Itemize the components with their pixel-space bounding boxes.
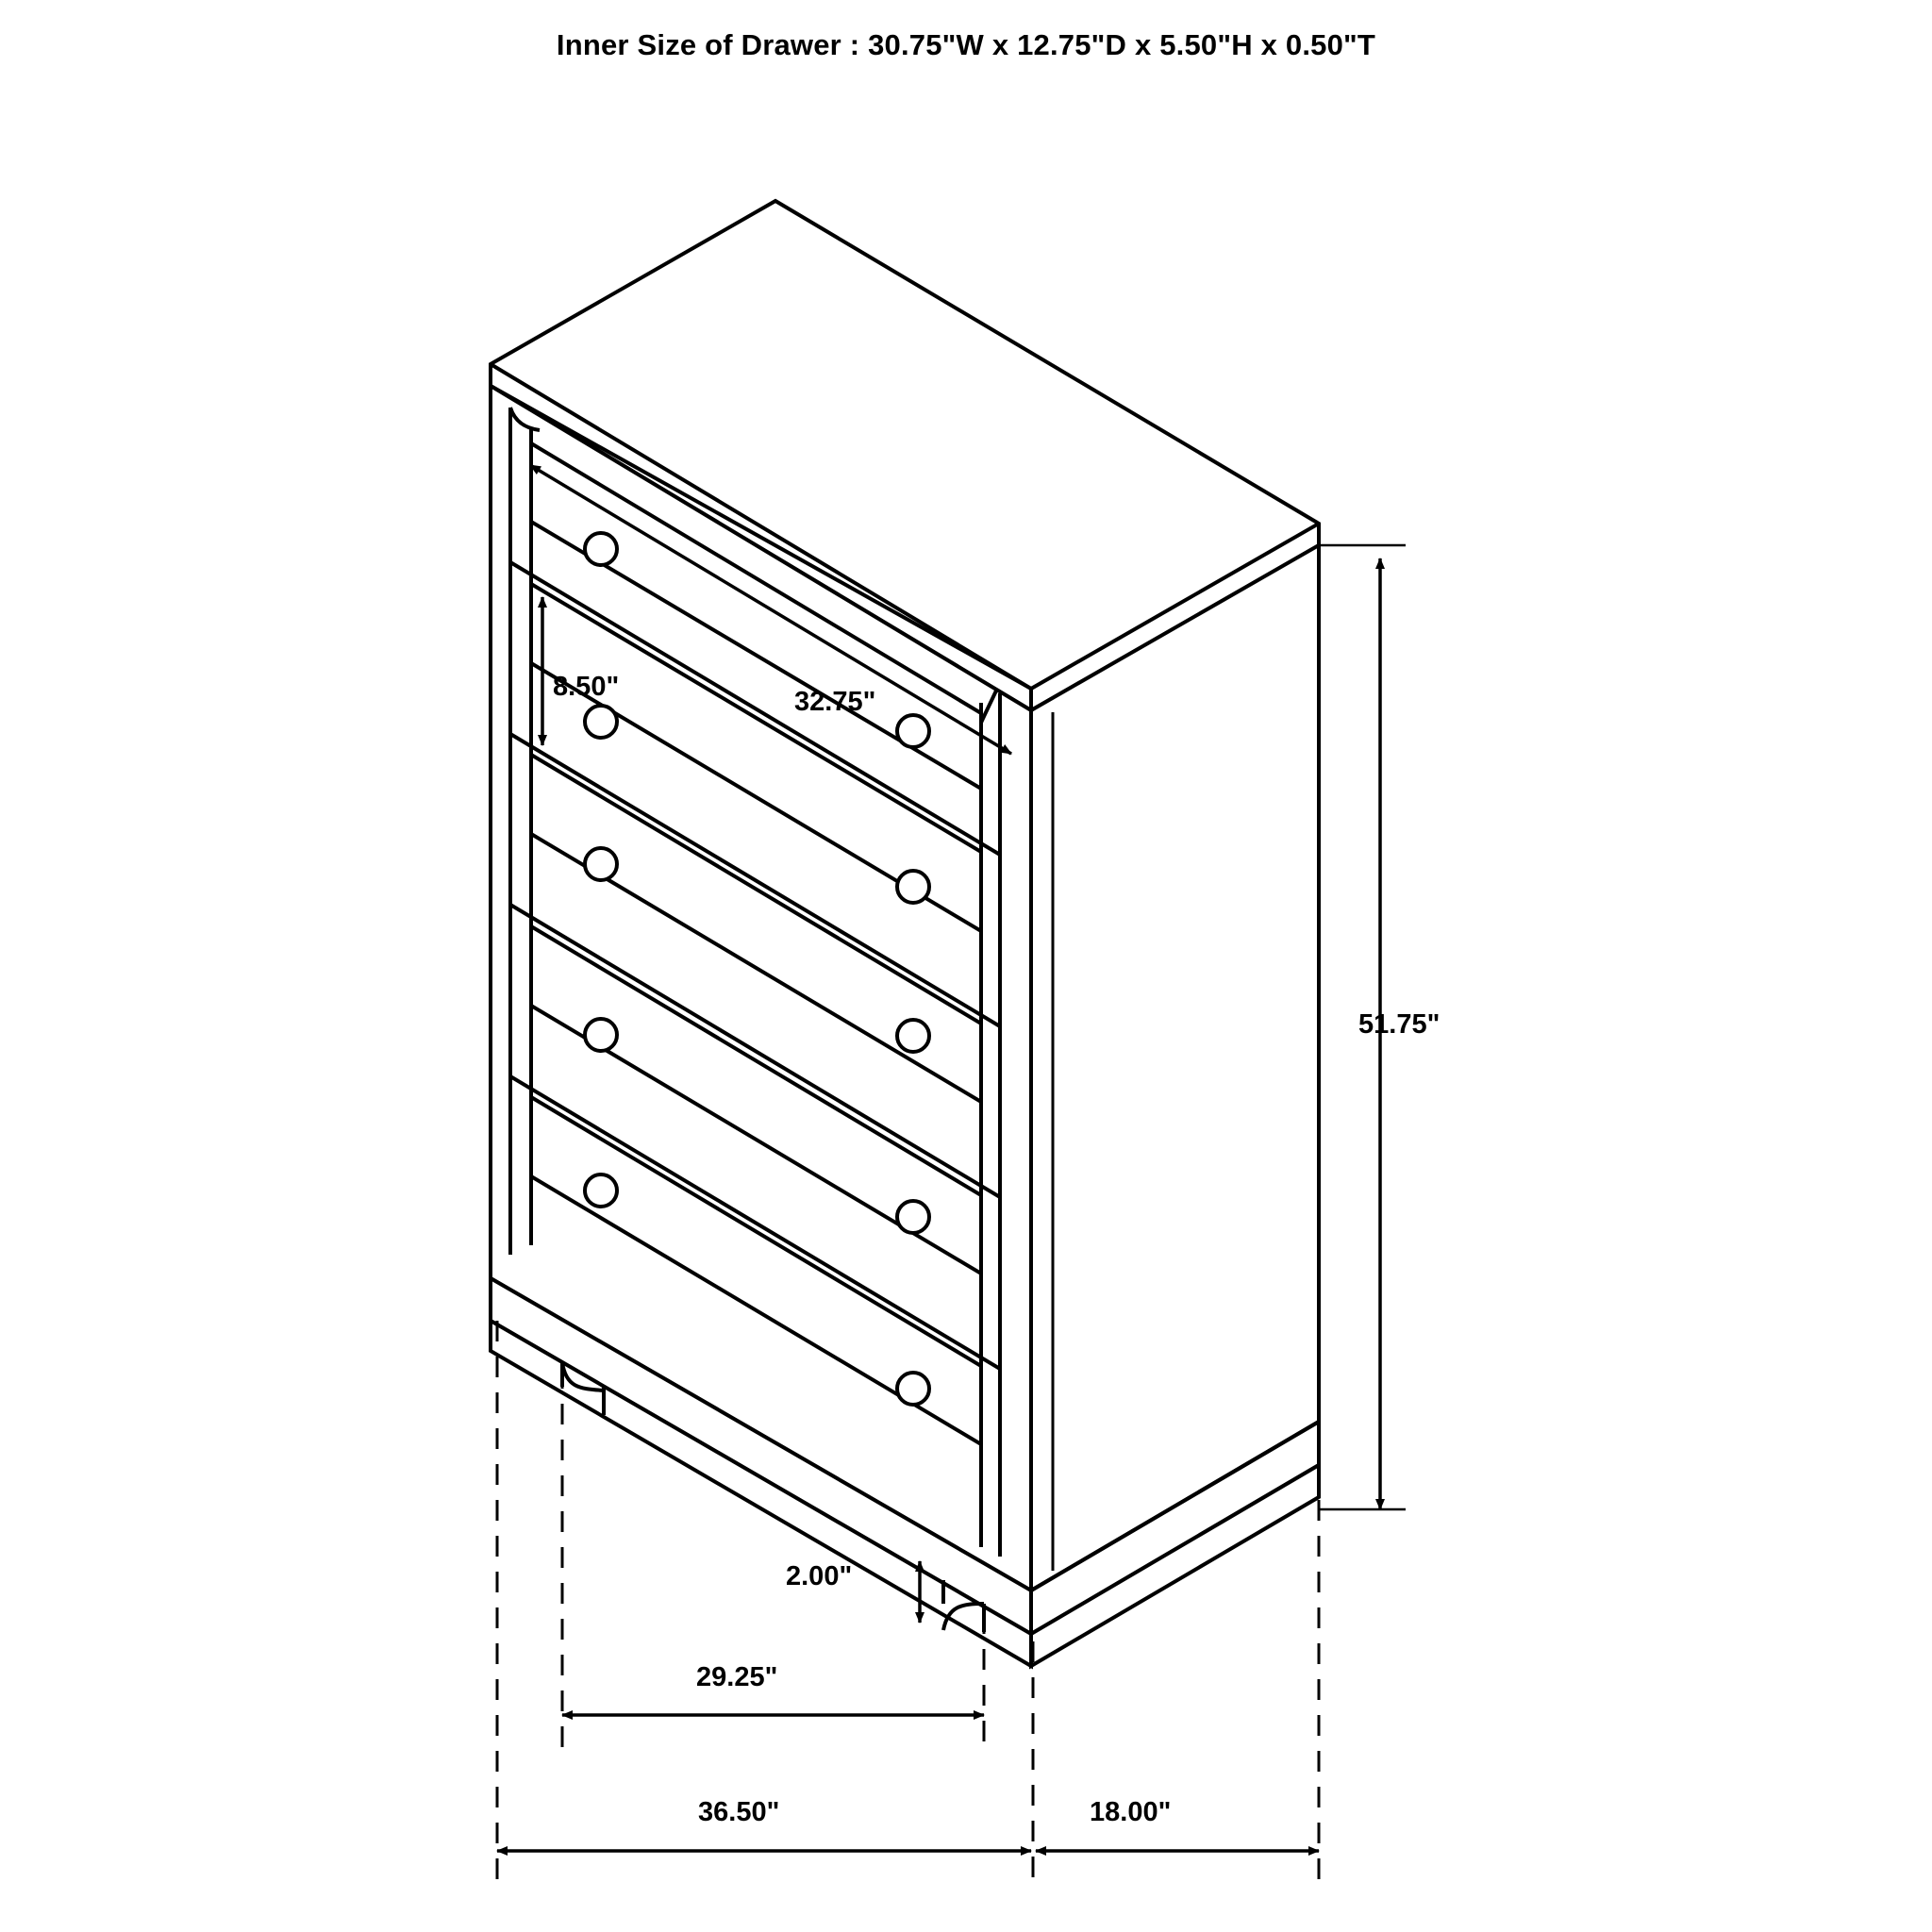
chest-body [491,201,1319,1666]
dim-label-2-00: 2.00" [786,1561,853,1591]
dim-label-29-25: 29.25" [696,1662,778,1692]
dim-label-8-50: 8.50" [553,672,620,702]
dim-label-18-00: 18.00" [1090,1797,1172,1827]
dim-label-36-50: 36.50" [698,1797,780,1827]
page-title: Inner Size of Drawer : 30.75"W x 12.75"D x 5.50"H x 0.50"T [556,28,1376,61]
dim-label-51-75: 51.75" [1358,1009,1441,1040]
chest-side-face [1031,545,1319,1591]
dim-label-32-75: 32.75" [794,687,876,717]
